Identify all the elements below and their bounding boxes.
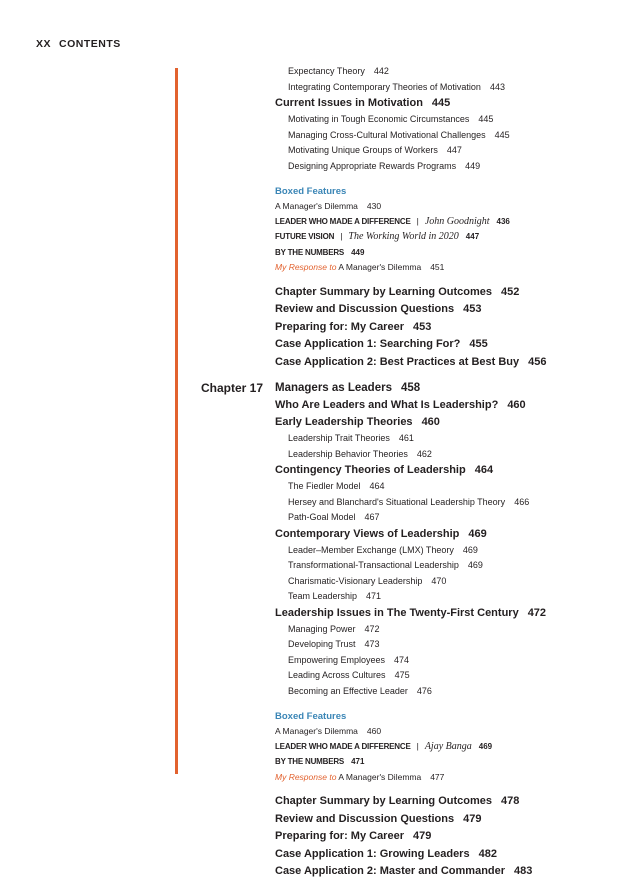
entry-title: Review and Discussion Questions xyxy=(275,812,455,825)
chapter-number-label: Chapter 17 xyxy=(201,381,264,395)
entry-title: Becoming an Effective Leader xyxy=(288,685,408,696)
entry-page-number: 451 xyxy=(430,262,445,272)
toc-subsection[interactable] xyxy=(275,431,628,447)
toc-subsection[interactable] xyxy=(275,128,628,144)
chapter-accent-rule xyxy=(175,68,178,774)
feature-subject: The Working World in 2020 xyxy=(348,231,459,242)
entry-title: Charismatic-Visionary Leadership xyxy=(288,575,423,586)
feature-separator: | xyxy=(416,215,419,226)
toc-end-section[interactable] xyxy=(275,336,628,354)
entry-title: Leadership Behavior Theories xyxy=(288,448,408,459)
entry-title: Current Issues in Motivation xyxy=(275,97,423,109)
spacer xyxy=(275,784,628,793)
toc-end-section[interactable] xyxy=(275,811,628,829)
boxed-feature-dilemma[interactable] xyxy=(275,199,628,214)
toc-subsection[interactable] xyxy=(275,479,628,495)
entry-title: Expectancy Theory xyxy=(288,66,365,76)
entry-page-number: 473 xyxy=(364,639,380,649)
entry-page-number: 471 xyxy=(366,591,382,601)
feature-label: LEADER WHO MADE A DIFFERENCE xyxy=(275,741,411,751)
toc-subsection[interactable] xyxy=(275,589,628,605)
toc-subsection[interactable] xyxy=(275,574,628,590)
toc-section[interactable] xyxy=(275,526,628,543)
entry-title: A Manager's Dilemma xyxy=(338,771,422,782)
entry-title: Contemporary Views of Leadership xyxy=(275,527,460,540)
entry-page-number: 452 xyxy=(501,285,520,298)
entry-page-number: 476 xyxy=(416,685,432,696)
entry-title: Contingency Theories of Leadership xyxy=(275,464,466,476)
response-prefix: My Response to xyxy=(275,262,337,272)
toc-end-section[interactable] xyxy=(275,846,628,864)
entry-title: Preparing for: My Career xyxy=(275,320,404,333)
toc-subsection[interactable] xyxy=(275,637,628,653)
entry-title: Managing Power xyxy=(288,623,356,634)
entry-title: Transformational-Transactional Leadership xyxy=(288,560,459,570)
entry-page-number: 482 xyxy=(478,847,497,860)
toc-end-section[interactable] xyxy=(275,863,628,881)
feature-label: FUTURE VISION xyxy=(275,232,335,241)
boxed-feature-my-response[interactable] xyxy=(275,770,628,785)
entry-page-number: 445 xyxy=(494,129,510,140)
entry-title: Designing Appropriate Rewards Programs xyxy=(288,160,457,171)
feature-separator: | xyxy=(340,231,343,241)
toc-subsection[interactable] xyxy=(275,543,628,559)
boxed-feature-my-response[interactable] xyxy=(275,260,628,275)
entry-page-number: 460 xyxy=(507,399,526,411)
entry-title: Chapter Summary by Learning Outcomes xyxy=(275,795,492,807)
toc-subsection[interactable] xyxy=(275,80,628,96)
entry-title: Integrating Contemporary Theories of Motivation xyxy=(288,81,481,92)
entry-page-number: 445 xyxy=(431,97,451,109)
entry-title: Case Application 1: Searching For? xyxy=(275,338,461,350)
entry-page-number: 469 xyxy=(462,544,478,555)
toc-section[interactable] xyxy=(275,397,628,414)
boxed-feature-future-vision[interactable] xyxy=(275,229,628,245)
running-header xyxy=(36,38,121,50)
entry-title: A Manager's Dilemma xyxy=(338,262,422,272)
entry-page-number: 471 xyxy=(351,757,365,766)
entry-page-number: 456 xyxy=(528,355,547,368)
toc-end-section[interactable] xyxy=(275,301,628,319)
toc-subsection[interactable] xyxy=(275,159,628,175)
entry-title: Leadership Issues in The Twenty-First Century xyxy=(275,606,519,619)
table-of-contents xyxy=(275,64,628,881)
toc-subsection[interactable] xyxy=(275,653,628,669)
entry-page-number: 475 xyxy=(394,670,410,680)
entry-title: Review and Discussion Questions xyxy=(275,303,455,315)
entry-page-number: 462 xyxy=(416,448,432,459)
entry-page-number: 469 xyxy=(468,527,487,540)
boxed-feature-dilemma[interactable] xyxy=(275,724,628,739)
toc-section[interactable] xyxy=(275,605,628,622)
entry-title: Case Application 1: Growing Leaders xyxy=(275,847,470,860)
feature-label: BY THE NUMBERS xyxy=(275,247,345,257)
entry-title: The Fiedler Model xyxy=(288,481,361,491)
entry-page-number: 474 xyxy=(394,654,410,665)
spacer xyxy=(275,699,628,706)
toc-section[interactable] xyxy=(275,414,628,431)
entry-title: Motivating in Tough Economic Circumstances xyxy=(288,114,470,124)
toc-subsection[interactable] xyxy=(275,558,628,574)
entry-page-number: 472 xyxy=(527,606,547,619)
toc-subsection[interactable] xyxy=(275,510,628,526)
entry-page-number: 464 xyxy=(369,481,385,491)
entry-title: Managing Cross-Cultural Motivational Challenges xyxy=(288,129,486,140)
entry-title: Managers as Leaders xyxy=(275,382,392,394)
feature-label: BY THE NUMBERS xyxy=(275,757,345,766)
boxed-feature-by-the-numbers[interactable] xyxy=(275,245,628,261)
toc-section[interactable] xyxy=(275,95,628,112)
spacer xyxy=(275,371,628,380)
chapter-title[interactable] xyxy=(275,380,628,397)
entry-page-number: 449 xyxy=(351,247,365,257)
response-prefix: My Response to xyxy=(275,771,337,782)
toc-section[interactable] xyxy=(275,462,628,479)
entry-page-number: 470 xyxy=(431,575,447,586)
entry-page-number: 458 xyxy=(400,382,421,394)
toc-subsection[interactable] xyxy=(275,684,628,700)
entry-page-number: 477 xyxy=(430,771,445,782)
entry-page-number: 469 xyxy=(467,560,483,570)
entry-page-number: 443 xyxy=(489,81,505,92)
entry-title: Preparing for: My Career xyxy=(275,830,404,842)
entry-page-number: 472 xyxy=(364,623,380,634)
entry-title: A Manager's Dilemma xyxy=(275,201,358,211)
entry-page-number: 453 xyxy=(412,320,432,333)
boxed-feature-by-the-numbers[interactable] xyxy=(275,754,628,770)
entry-page-number: 479 xyxy=(463,812,482,825)
entry-page-number: 466 xyxy=(514,496,530,507)
toc-subsection[interactable] xyxy=(275,622,628,638)
entry-page-number: 442 xyxy=(373,66,389,76)
entry-page-number: 460 xyxy=(366,726,382,736)
entry-title: Early Leadership Theories xyxy=(275,416,413,428)
entry-title: A Manager's Dilemma xyxy=(275,726,358,736)
entry-title: Team Leadership xyxy=(288,591,358,601)
entry-title: Developing Trust xyxy=(288,639,356,649)
entry-title: Leader–Member Exchange (LMX) Theory xyxy=(288,544,454,555)
toc-subsection[interactable] xyxy=(275,143,628,159)
feature-subject: Ajay Banga xyxy=(424,740,472,752)
toc-subsection[interactable] xyxy=(275,668,628,684)
entry-page-number: 449 xyxy=(465,160,481,171)
entry-title: Leadership Trait Theories xyxy=(288,433,390,443)
entry-page-number: 430 xyxy=(366,201,382,211)
toc-end-section[interactable] xyxy=(275,319,628,337)
entry-page-number: 479 xyxy=(412,830,432,842)
toc-end-section[interactable] xyxy=(275,284,628,302)
boxed-features-heading: Boxed Features xyxy=(275,711,347,722)
toc-end-section[interactable] xyxy=(275,828,628,846)
entry-title: Chapter Summary by Learning Outcomes xyxy=(275,285,492,298)
toc-subsection[interactable] xyxy=(275,447,628,463)
boxed-features-heading: Boxed Features xyxy=(275,186,347,197)
entry-page-number: 436 xyxy=(496,216,510,226)
page-number-label: XX xyxy=(36,38,52,50)
entry-title: Who Are Leaders and What Is Leadership? xyxy=(275,399,499,411)
feature-separator: | xyxy=(416,740,419,751)
entry-page-number: 460 xyxy=(421,416,440,428)
toc-end-section[interactable] xyxy=(275,354,628,372)
entry-page-number: 483 xyxy=(514,865,533,877)
entry-page-number: 453 xyxy=(463,303,482,315)
entry-title: Leading Across Cultures xyxy=(288,670,386,680)
boxed-feature-leader[interactable] xyxy=(275,214,628,230)
spacer xyxy=(275,174,628,181)
entry-page-number: 447 xyxy=(465,232,480,241)
entry-page-number: 467 xyxy=(364,512,380,522)
toc-subsection[interactable] xyxy=(275,64,628,80)
toc-subsection[interactable] xyxy=(275,495,628,511)
entry-page-number: 478 xyxy=(501,795,520,807)
entry-page-number: 464 xyxy=(474,464,494,476)
header-title: CONTENTS xyxy=(59,38,121,50)
spacer xyxy=(275,275,628,284)
entry-title: Case Application 2: Master and Commander xyxy=(275,865,506,877)
entry-title: Case Application 2: Best Practices at Best Buy xyxy=(275,355,520,368)
entry-page-number: 447 xyxy=(446,145,462,155)
toc-end-section[interactable] xyxy=(275,793,628,811)
feature-subject: John Goodnight xyxy=(424,215,490,227)
entry-page-number: 455 xyxy=(469,338,488,350)
entry-title: Motivating Unique Groups of Workers xyxy=(288,145,438,155)
entry-page-number: 469 xyxy=(478,741,493,751)
entry-title: Empowering Employees xyxy=(288,654,386,665)
entry-title: Path-Goal Model xyxy=(288,512,356,522)
entry-title: Hersey and Blanchard's Situational Leadership Theory xyxy=(288,496,506,507)
feature-label: LEADER WHO MADE A DIFFERENCE xyxy=(275,216,411,226)
entry-page-number: 461 xyxy=(398,433,414,443)
boxed-feature-leader[interactable] xyxy=(275,739,628,755)
toc-subsection[interactable] xyxy=(275,112,628,128)
entry-page-number: 445 xyxy=(478,114,494,124)
